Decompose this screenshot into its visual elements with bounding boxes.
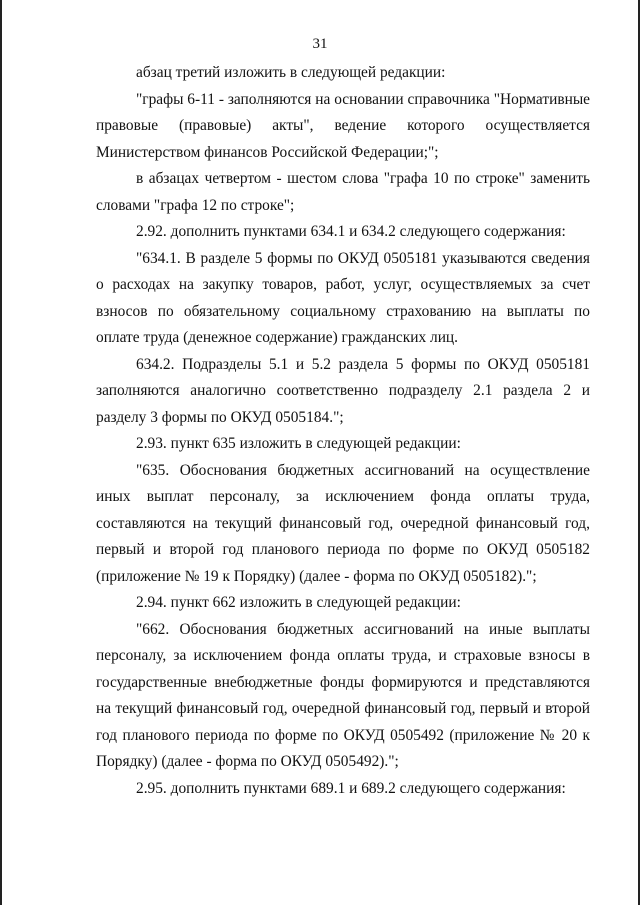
paragraph: "634.1. В разделе 5 формы по ОКУД 0505181 указываются сведения о расходах на закупку товаров, работ, услуг, осуществляемых за счет взносов по обязательному социальному страхованию на выплаты по оплате труда (денежное содержание) гражданских лиц. [96,249,590,346]
paragraph: "графы 6-11 - заполняются на основании справочника "Нормативные правовые (правовые) акты", ведение которого осуществляется Министерством финансов Российской Федерации;"; [96,90,590,161]
paragraph: 2.92. дополнить пунктами 634.1 и 634.2 следующего содержания: [136,223,566,240]
paragraph: 2.95. дополнить пунктами 689.1 и 689.2 следующего содержания: [136,779,566,797]
paragraph: "662. Обоснования бюджетных ассигнований на иные выплаты персоналу, за исключением фонда оплаты труда, и страховые взносы в государственные внебюджетные фонды формируются и представляются на текущий финансовый год, очередной финансовый год, первый и второй год планового периода по форме по ОКУД 0505492 (приложение № 20 к Порядку) (далее - форма по ОКУД 0505492)."; [96,620,590,770]
paragraph: 634.2. Подразделы 5.1 и 5.2 раздела 5 формы по ОКУД 0505181 заполняются аналогично соответственно подразделу 2.1 раздела 2 и разделу 3 формы по ОКУД 0505184."; [96,355,590,426]
paragraph: в абзацах четвертом - шестом слова "графа 10 по строке" заменить словами "графа 12 по строке"; [96,170,590,214]
paragraph: 2.93. пункт 635 изложить в следующей редакции: [136,435,461,452]
paragraph: 2.94. пункт 662 изложить в следующей редакции: [136,594,461,611]
paragraph: "635. Обоснования бюджетных ассигнований на осуществление иных выплат персоналу, за исключением фонда оплаты труда, составляются на текущий финансовый год, очередной финансовый год, первый и второй год планового периода по форме по ОКУД 0505182 (приложение № 19 к Порядку) (далее - форма по ОКУД 0505182)."; [96,461,590,585]
paragraph: абзац третий изложить в следующей редакции: [136,64,446,81]
page-number: 31 [312,36,328,52]
document-body [96,60,590,802]
